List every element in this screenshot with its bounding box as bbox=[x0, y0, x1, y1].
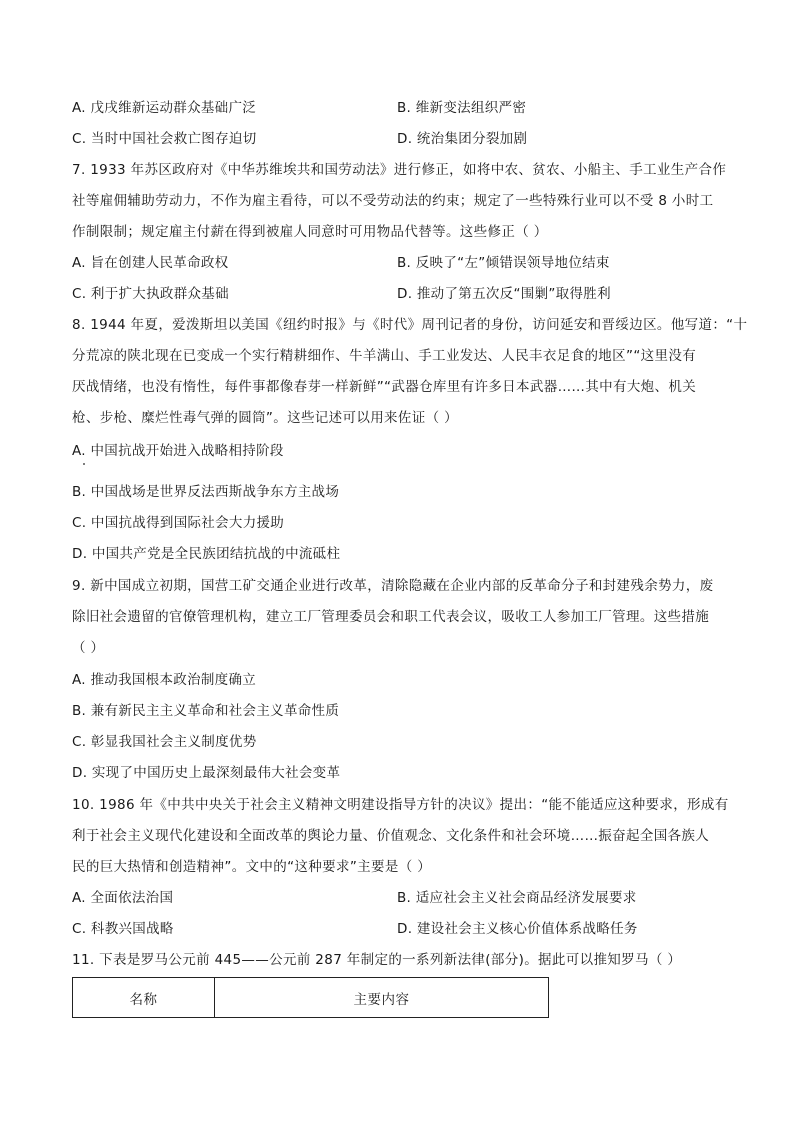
q10-stem-line-1: 10. 1986 年《中共中央关于社会主义精神文明建设指导方针的决议》提出：“能不能适应这种要求，形成有 bbox=[72, 797, 729, 813]
q7-option-d[interactable]: D. 推动了第五次反“围剿”取得胜利 bbox=[397, 286, 611, 302]
q10-stem-line-2: 利于社会主义现代化建设和全面改革的舆论力量、价值观念、文化条件和社会环境……振奋起全国各族人 bbox=[72, 828, 710, 844]
q8-option-d[interactable]: D. 中国共产党是全民族团结抗战的中流砥柱 bbox=[72, 546, 341, 562]
q9-stem-line-2: 除旧社会遗留的官僚管理机构，建立工厂管理委员会和职工代表会议，吸收工人参加工厂管理。这些措施 bbox=[72, 609, 710, 625]
q7-stem-line-2: 社等雇佣辅助劳动力，不作为雇主看待，可以不受劳动法的约束；规定了一些特殊行业可以不受 8 小时工 bbox=[72, 193, 714, 209]
q8-option-c[interactable]: C. 中国抗战得到国际社会大力援助 bbox=[72, 515, 285, 531]
q8-stem-line-1: 8. 1944 年夏，爱泼斯坦以美国《纽约时报》与《时代》周刊记者的身份，访问延安和晋绥边区。他写道：“十 bbox=[72, 317, 748, 333]
table-header-row bbox=[73, 978, 549, 1018]
q10-option-c[interactable]: C. 科教兴国战略 bbox=[72, 921, 174, 937]
stray-dot-mark bbox=[83, 463, 85, 465]
q8-option-a[interactable]: A. 中国抗战开始进入战略相持阶段 bbox=[72, 443, 284, 459]
q10-option-a[interactable]: A. 全面依法治国 bbox=[72, 890, 174, 906]
q8-stem-line-4: 枪、步枪、糜烂性毒气弹的圆筒”。这些记述可以用来佐证（ ） bbox=[72, 410, 458, 426]
q11-stem: 11. 下表是罗马公元前 445——公元前 287 年制定的一系列新法律(部分)。据此可以推知罗马（ ） bbox=[72, 952, 682, 968]
q11-law-table bbox=[72, 977, 549, 1018]
table-header-name: 名称 bbox=[73, 978, 215, 1018]
q10-option-d[interactable]: D. 建设社会主义核心价值体系战略任务 bbox=[397, 921, 638, 937]
q7-option-a[interactable]: A. 旨在创建人民革命政权 bbox=[72, 255, 229, 271]
q6-option-c[interactable]: C. 当时中国社会救亡图存迫切 bbox=[72, 131, 257, 147]
q9-option-c[interactable]: C. 彰显我国社会主义制度优势 bbox=[72, 734, 257, 750]
q8-stem-line-3: 厌战情绪，也没有惰性，每件事都像春芽一样新鲜”“武器仓库里有许多日本武器……其中有大炮、机关 bbox=[72, 379, 697, 395]
q7-option-c[interactable]: C. 利于扩大执政群众基础 bbox=[72, 286, 229, 302]
q9-option-b[interactable]: B. 兼有新民主主义革命和社会主义革命性质 bbox=[72, 703, 340, 719]
q7-option-b[interactable]: B. 反映了“左”倾错误领导地位结束 bbox=[397, 255, 610, 271]
table-header-content: 主要内容 bbox=[215, 978, 549, 1018]
q7-stem-line-1: 7. 1933 年苏区政府对《中华苏维埃共和国劳动法》进行修正，如将中农、贫农、小船主、手工业生产合作 bbox=[72, 162, 727, 178]
q6-option-b[interactable]: B. 维新变法组织严密 bbox=[397, 100, 527, 116]
q6-option-a[interactable]: A. 戊戌维新运动群众基础广泛 bbox=[72, 100, 257, 116]
q9-option-a[interactable]: A. 推动我国根本政治制度确立 bbox=[72, 672, 257, 688]
q7-stem-line-3: 作制限制；规定雇主付薪在得到被雇人同意时可用物品代替等。这些修正（ ） bbox=[72, 224, 548, 240]
q10-stem-line-3: 民的巨大热情和创造精神”。文中的“这种要求”主要是（ ） bbox=[72, 859, 432, 875]
q9-stem-line-3: （ ） bbox=[72, 640, 105, 656]
q8-option-b[interactable]: B. 中国战场是世界反法西斯战争东方主战场 bbox=[72, 484, 340, 500]
q6-option-d[interactable]: D. 统治集团分裂加剧 bbox=[397, 131, 528, 147]
q9-stem-line-1: 9. 新中国成立初期，国营工矿交通企业进行改革，清除隐藏在企业内部的反革命分子和封建残余势力，废 bbox=[72, 578, 714, 594]
q8-stem-line-2: 分荒凉的陕北现在已变成一个实行精耕细作、牛羊满山、手工业发达、人民丰衣足食的地区”“这里没有 bbox=[72, 348, 697, 364]
q10-option-b[interactable]: B. 适应社会主义社会商品经济发展要求 bbox=[397, 890, 637, 906]
q9-option-d[interactable]: D. 实现了中国历史上最深刻最伟大社会变革 bbox=[72, 765, 341, 781]
